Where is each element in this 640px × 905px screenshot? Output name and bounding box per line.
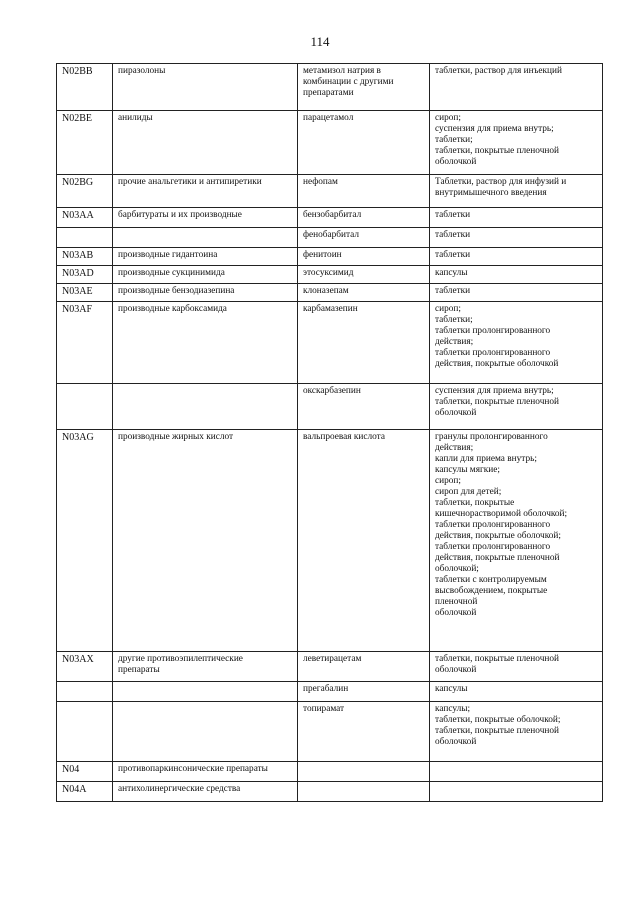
dosage-form-cell: таблетки — [430, 208, 603, 228]
drug-name-cell: прегабалин — [298, 682, 430, 702]
table-row — [57, 702, 603, 762]
drug-group-cell: производные сукцинимида — [113, 266, 298, 284]
drug-name-cell: топирамат — [298, 702, 430, 762]
drug-name-cell — [298, 762, 430, 782]
drug-group-cell: производные гидантоина — [113, 248, 298, 266]
dosage-form-cell: суспензия для приема внутрь; таблетки, покрытые пленочной оболочкой — [430, 384, 603, 430]
atc-code-cell: N03AA — [57, 208, 113, 228]
table-row — [57, 228, 603, 248]
dosage-form-cell: таблетки — [430, 284, 603, 302]
table-row — [57, 266, 603, 284]
atc-code-cell — [57, 384, 113, 430]
dosage-form-cell: сироп; таблетки; таблетки пролонгированного действия; таблетки пролонгированного действия, покрытые оболочкой — [430, 302, 603, 384]
atc-code-cell: N02BG — [57, 175, 113, 208]
table-row — [57, 175, 603, 208]
drug-name-cell: вальпроевая кислота — [298, 430, 430, 652]
table-row — [57, 762, 603, 782]
table-row — [57, 384, 603, 430]
drug-name-cell: окскарбазепин — [298, 384, 430, 430]
atc-code-cell: N04A — [57, 782, 113, 802]
drug-name-cell: этосуксимид — [298, 266, 430, 284]
atc-code-cell: N03AB — [57, 248, 113, 266]
atc-code-cell: N03AD — [57, 266, 113, 284]
drug-name-cell: фенитоин — [298, 248, 430, 266]
atc-code-cell: N03AE — [57, 284, 113, 302]
table-row — [57, 682, 603, 702]
drug-name-cell: леветирацетам — [298, 652, 430, 682]
table-row — [57, 284, 603, 302]
table-row — [57, 782, 603, 802]
drug-name-cell — [298, 782, 430, 802]
dosage-form-cell — [430, 762, 603, 782]
dosage-form-cell: Таблетки, раствор для инфузий и внутримышечного введения — [430, 175, 603, 208]
atc-code-cell — [57, 228, 113, 248]
drug-name-cell: нефопам — [298, 175, 430, 208]
drug-name-cell: бензобарбитал — [298, 208, 430, 228]
dosage-form-cell: таблетки — [430, 228, 603, 248]
dosage-form-cell: сироп; суспензия для приема внутрь; таблетки; таблетки, покрытые пленочной оболочкой — [430, 111, 603, 175]
drug-group-cell — [113, 384, 298, 430]
atc-code-cell — [57, 682, 113, 702]
drug-group-cell — [113, 228, 298, 248]
table-row — [57, 652, 603, 682]
drug-table — [56, 63, 603, 802]
table-row — [57, 302, 603, 384]
table-body — [57, 64, 603, 802]
drug-name-cell: метамизол натрия в комбинации с другими препаратами — [298, 64, 430, 111]
dosage-form-cell: таблетки, покрытые пленочной оболочкой — [430, 652, 603, 682]
drug-group-cell: производные карбоксамида — [113, 302, 298, 384]
dosage-form-cell: таблетки — [430, 248, 603, 266]
drug-group-cell: анилиды — [113, 111, 298, 175]
atc-code-cell: N04 — [57, 762, 113, 782]
table-row — [57, 208, 603, 228]
dosage-form-cell: гранулы пролонгированного действия; капли для приема внутрь; капсулы мягкие; сироп; сироп для детей; таблетки, покрытые кишечнорастворимой оболочкой; таблетки пролонгированного действия, покрытые оболочкой; таблетки пролонгированного действия, покрытые пленочной оболочкой; таблетки с контролируемым высвобождением, покрытые пленочной оболочкой — [430, 430, 603, 652]
drug-group-cell: производные бензодиазепина — [113, 284, 298, 302]
dosage-form-cell — [430, 782, 603, 802]
drug-group-cell — [113, 682, 298, 702]
drug-name-cell: фенобарбитал — [298, 228, 430, 248]
table-row — [57, 111, 603, 175]
dosage-form-cell: капсулы — [430, 266, 603, 284]
dosage-form-cell: таблетки, раствор для инъекций — [430, 64, 603, 111]
drug-name-cell: клоназепам — [298, 284, 430, 302]
drug-group-cell — [113, 702, 298, 762]
atc-code-cell: N03AF — [57, 302, 113, 384]
page-number: 114 — [310, 34, 330, 49]
atc-code-cell: N03AX — [57, 652, 113, 682]
atc-code-cell — [57, 702, 113, 762]
drug-group-cell: антихолинергические средства — [113, 782, 298, 802]
atc-code-cell: N02BB — [57, 64, 113, 111]
dosage-form-cell: капсулы — [430, 682, 603, 702]
drug-group-cell: барбитураты и их производные — [113, 208, 298, 228]
atc-code-cell: N03AG — [57, 430, 113, 652]
drug-group-cell: другие противоэпилептические препараты — [113, 652, 298, 682]
table-row — [57, 430, 603, 652]
drug-group-cell: противопаркинсонические препараты — [113, 762, 298, 782]
drug-group-cell: пиразолоны — [113, 64, 298, 111]
drug-group-cell: прочие анальгетики и антипиретики — [113, 175, 298, 208]
atc-code-cell: N02BE — [57, 111, 113, 175]
table-row — [57, 64, 603, 111]
drug-name-cell: парацетамол — [298, 111, 430, 175]
table-row — [57, 248, 603, 266]
dosage-form-cell: капсулы; таблетки, покрытые оболочкой; таблетки, покрытые пленочной оболочкой — [430, 702, 603, 762]
drug-name-cell: карбамазепин — [298, 302, 430, 384]
drug-group-cell: производные жирных кислот — [113, 430, 298, 652]
